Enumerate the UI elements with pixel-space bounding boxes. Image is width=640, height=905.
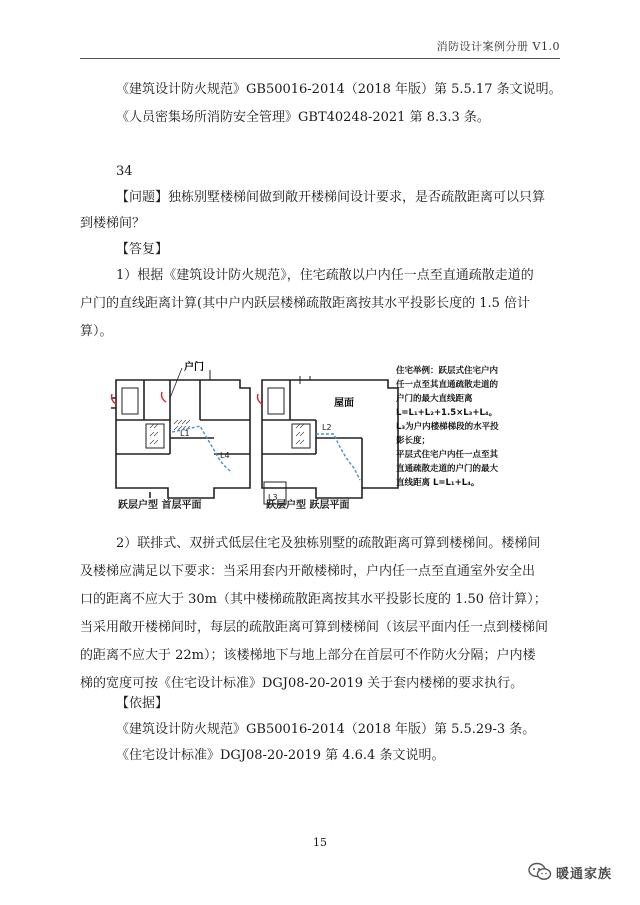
figure-note-line: L₃为户内楼梯梯段的水平投 [396, 422, 499, 432]
figure-note-line: 直通疏散走道的户门的最大 [396, 464, 499, 474]
figure-note-line: 户门的最大直线距离 [396, 394, 473, 404]
question-line-2: 到楼梯间？ [80, 216, 146, 231]
page-number: 15 [313, 836, 327, 849]
wechat-icon [528, 862, 552, 882]
door-marker-mid [162, 392, 167, 402]
door-leader-line [170, 368, 182, 398]
figure-caption-left: 跃层户型 首层平面 [118, 500, 202, 511]
figure-note [396, 364, 536, 490]
watermark-text: 暖通家族 [556, 866, 613, 882]
label-l4: L4 [220, 451, 230, 460]
figure-note-line: 影长度； [396, 436, 431, 446]
basis-line-2: 《住宅设计标准》DGJ08-20-2019 第 4.6.4 条文说明。 [116, 748, 445, 763]
reference-line-1: 《建筑设计防火规范》GB50016-2014（2018 年版）第 5.5.17 条文说明。 [116, 82, 562, 97]
answer-2-line: 口的距离不应大于 30m（其中楼梯疏散距离按其水平投影长度的 1.50 倍计算）； [80, 592, 547, 607]
label-l2: L2 [322, 423, 332, 432]
basis-heading: 【依据】 [116, 696, 169, 711]
item-number: 34 [116, 164, 133, 179]
reference-line-2: 《人员密集场所消防安全管理》GBT40248-2021 第 8.3.3 条。 [116, 110, 490, 125]
figure-note-line: 直线距离 L=L₁+L₄。 [396, 478, 480, 488]
upper-floor-plan [262, 376, 398, 504]
figure-note-line: L=L₁+L₂+1.5×L₃+L₄。 [396, 408, 498, 418]
answer-2-line: 的距离不应大于 22m）；该楼梯地下与地上部分在首层可不作防火分隔；户内楼 [80, 648, 536, 663]
answer-1-line: 1）根据《建筑设计防火规范》，住宅疏散以户内任一点至直通疏散走道的 [116, 268, 534, 283]
answer-2-line: 及楼梯应满足以下要求：当采用套内开敞楼梯时，户内任一点至直通室外安全出 [80, 564, 536, 579]
label-l3: L3 [268, 493, 278, 502]
label-l1: L1 [180, 429, 190, 438]
answer-1 [80, 262, 560, 346]
answer-1-line: 算）。 [80, 324, 113, 339]
figure-note-line: 住宅举例：跃层式住宅户内 [396, 366, 499, 376]
answer-2-line: 当采用敞开楼梯间时，每层的疏散距离可算到楼梯间（该层平面内任一点到楼梯间 [80, 620, 549, 635]
basis-line-1: 《建筑设计防火规范》GB50016-2014（2018 年版）第 5.5.29-3 条。 [116, 722, 536, 737]
page-header-title: 消防设计案例分册 V1.0 [436, 40, 560, 53]
upper-floor-route [316, 434, 360, 480]
figure-note-line: 任一点至其直通疏散走道的 [396, 380, 499, 390]
figure-note-line: 平层式住宅户内任一点至其 [396, 450, 499, 460]
roof-label: 屋面 [334, 398, 354, 409]
upper-floor-hatch [296, 424, 304, 444]
answer-2-line: 梯的宽度可按《住宅设计标准》DGJ08-20-2019 关于套内楼梯的要求执行。 [80, 676, 524, 691]
answer-1-line: 户门的直线距离计算(其中户内跃层楼梯疏散距离按其水平投影长度的 1.5 倍计 [80, 296, 531, 311]
watermark [528, 862, 612, 882]
figure-caption-right: 跃层户型 跃层平面 [266, 500, 350, 511]
answer-heading: 【答复】 [116, 242, 169, 257]
page-header-rule [80, 58, 560, 59]
answer-2-line: 2）联排式、双拼式低层住宅及独栋别墅的疏散距离可算到楼梯间。楼梯间 [116, 536, 541, 551]
question-line-1: 【问题】独栋别墅楼梯间做到敞开楼梯间设计要求，是否疏散距离可以只算 [116, 190, 546, 205]
door-label: 户门 [184, 362, 204, 373]
answer-2 [80, 530, 560, 698]
